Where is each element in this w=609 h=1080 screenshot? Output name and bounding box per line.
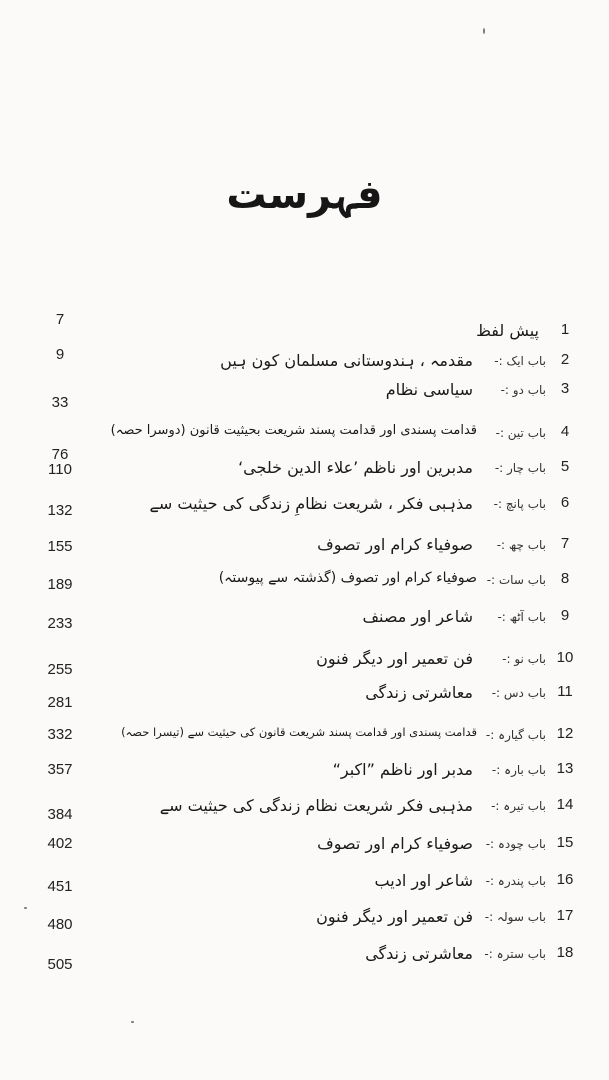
chapter-label: باب چودہ :- xyxy=(485,837,546,851)
chapter-label: باب سات :- xyxy=(486,573,546,587)
toc-entry[interactable] xyxy=(0,871,609,901)
page-number: 132 xyxy=(47,502,73,519)
toc-entry[interactable] xyxy=(0,760,609,790)
page-number: 480 xyxy=(47,916,73,933)
chapter-label: باب دو :- xyxy=(500,383,546,397)
page-number: 384 xyxy=(47,806,73,823)
chapter-label: باب تیرہ :- xyxy=(491,799,546,813)
entry-number: 6 xyxy=(560,494,570,511)
page-number: 189 xyxy=(47,576,73,593)
chapter-title: قدامت پسندی اور قدامت پسند شریعت قانون کی حیثیت سے (تیسرا حصہ) xyxy=(121,725,477,739)
chapter-title: فن تعمیر اور دیگر فنون xyxy=(316,649,473,668)
chapter-label: باب ایک :- xyxy=(494,354,546,368)
toc-entry[interactable] xyxy=(0,351,609,381)
entry-number: 12 xyxy=(556,725,574,742)
chapter-title: صوفیاء کرام اور تصوف (گذشتہ سے پیوستہ) xyxy=(218,570,477,586)
page-number: 255 xyxy=(47,661,73,678)
toc-entry[interactable] xyxy=(0,458,609,488)
chapter-title: شاعر اور مصنف xyxy=(362,607,473,626)
toc-entry[interactable] xyxy=(0,796,609,826)
page-number: 7 xyxy=(55,311,65,328)
toc-entry[interactable] xyxy=(0,423,609,453)
toc-entry[interactable] xyxy=(0,725,609,755)
chapter-title: صوفیاء کرام اور تصوف xyxy=(317,535,473,554)
toc-entry[interactable] xyxy=(0,380,609,410)
page-number: 505 xyxy=(47,956,73,973)
chapter-label: باب نو :- xyxy=(502,652,546,666)
entry-number: 3 xyxy=(560,380,570,397)
page-number: 357 xyxy=(47,761,73,778)
toc-entry[interactable] xyxy=(0,570,609,600)
scan-speck xyxy=(483,28,485,34)
toc-entry[interactable] xyxy=(0,607,609,637)
entry-number: 5 xyxy=(560,458,570,475)
chapter-title: سیاسی نظام xyxy=(385,380,473,399)
chapter-title: قدامت پسندی اور قدامت پسند شریعت بحیثیت قانون (دوسرا حصہ) xyxy=(110,423,477,438)
scan-speck xyxy=(24,907,27,909)
page-number: 451 xyxy=(47,878,73,895)
chapter-title: شاعر اور ادیب xyxy=(374,871,473,890)
page-number: 233 xyxy=(47,615,73,632)
chapter-label: باب چھ :- xyxy=(496,538,546,552)
page-number: 332 xyxy=(47,726,73,743)
entry-number: 10 xyxy=(556,649,574,666)
chapter-title: معاشرتی زندگی xyxy=(365,683,473,702)
chapter-label: باب آٹھ :- xyxy=(497,610,546,624)
page-number: 33 xyxy=(51,394,69,411)
chapter-label: باب چار :- xyxy=(494,461,546,475)
chapter-label: باب دس :- xyxy=(491,686,546,700)
chapter-title: مدبرین اور ناظم ’علاء الدین خلجی‘ xyxy=(238,458,473,477)
chapter-title: مقدمہ ، ہندوستانی مسلمان کون ہیں xyxy=(220,351,473,370)
chapter-title: مدبر اور ناظم ”اکبر“ xyxy=(332,760,473,779)
toc-entry[interactable] xyxy=(0,834,609,864)
entry-number: 15 xyxy=(556,834,574,851)
chapter-title: مذہبی فکر شریعت نظام زندگی کی حیثیت سے xyxy=(159,796,473,815)
entry-number: 14 xyxy=(556,796,574,813)
chapter-label: باب تین :- xyxy=(495,426,546,440)
chapter-label: باب پانچ :- xyxy=(493,497,546,511)
chapter-label: باب سولہ :- xyxy=(484,910,546,924)
toc-entry[interactable] xyxy=(0,944,609,974)
chapter-label: باب سترہ :- xyxy=(484,947,546,961)
page-number: 9 xyxy=(55,346,65,363)
entry-number: 9 xyxy=(560,607,570,624)
toc-entry[interactable] xyxy=(0,535,609,565)
scan-speck xyxy=(131,1021,134,1023)
toc-entry[interactable] xyxy=(0,649,609,679)
chapter-label: باب پندرہ :- xyxy=(485,874,546,888)
entry-number: 17 xyxy=(556,907,574,924)
entry-number: 13 xyxy=(556,760,574,777)
entry-number: 4 xyxy=(560,423,570,440)
entry-number: 8 xyxy=(560,570,570,587)
entry-number: 16 xyxy=(556,871,574,888)
chapter-title: پیش لفظ xyxy=(476,321,539,340)
chapter-title: صوفیاء کرام اور تصوف xyxy=(317,834,473,853)
page-number: 402 xyxy=(47,835,73,852)
page-number: 110 xyxy=(48,461,72,478)
page-number: 281 xyxy=(47,694,73,711)
toc-entry[interactable] xyxy=(0,907,609,937)
page-number: 76 xyxy=(51,446,69,463)
page-title: فہرست xyxy=(226,172,383,218)
toc-entry[interactable] xyxy=(0,494,609,524)
page-number: 155 xyxy=(47,538,73,555)
toc-entry[interactable] xyxy=(0,683,609,713)
entry-number: 1 xyxy=(560,321,570,338)
chapter-label: باب گیارہ :- xyxy=(485,728,546,742)
chapter-title: مذہبی فکر ، شریعت نظامِ زندگی کی حیثیت سے xyxy=(149,494,473,513)
chapter-title: معاشرتی زندگی xyxy=(365,944,473,963)
entry-number: 2 xyxy=(560,351,570,368)
chapter-label: باب بارہ :- xyxy=(491,763,546,777)
entry-number: 7 xyxy=(560,535,570,552)
entry-number: 11 xyxy=(557,683,573,700)
toc-entry[interactable] xyxy=(0,321,609,351)
chapter-title: فن تعمیر اور دیگر فنون xyxy=(316,907,473,926)
entry-number: 18 xyxy=(556,944,574,961)
